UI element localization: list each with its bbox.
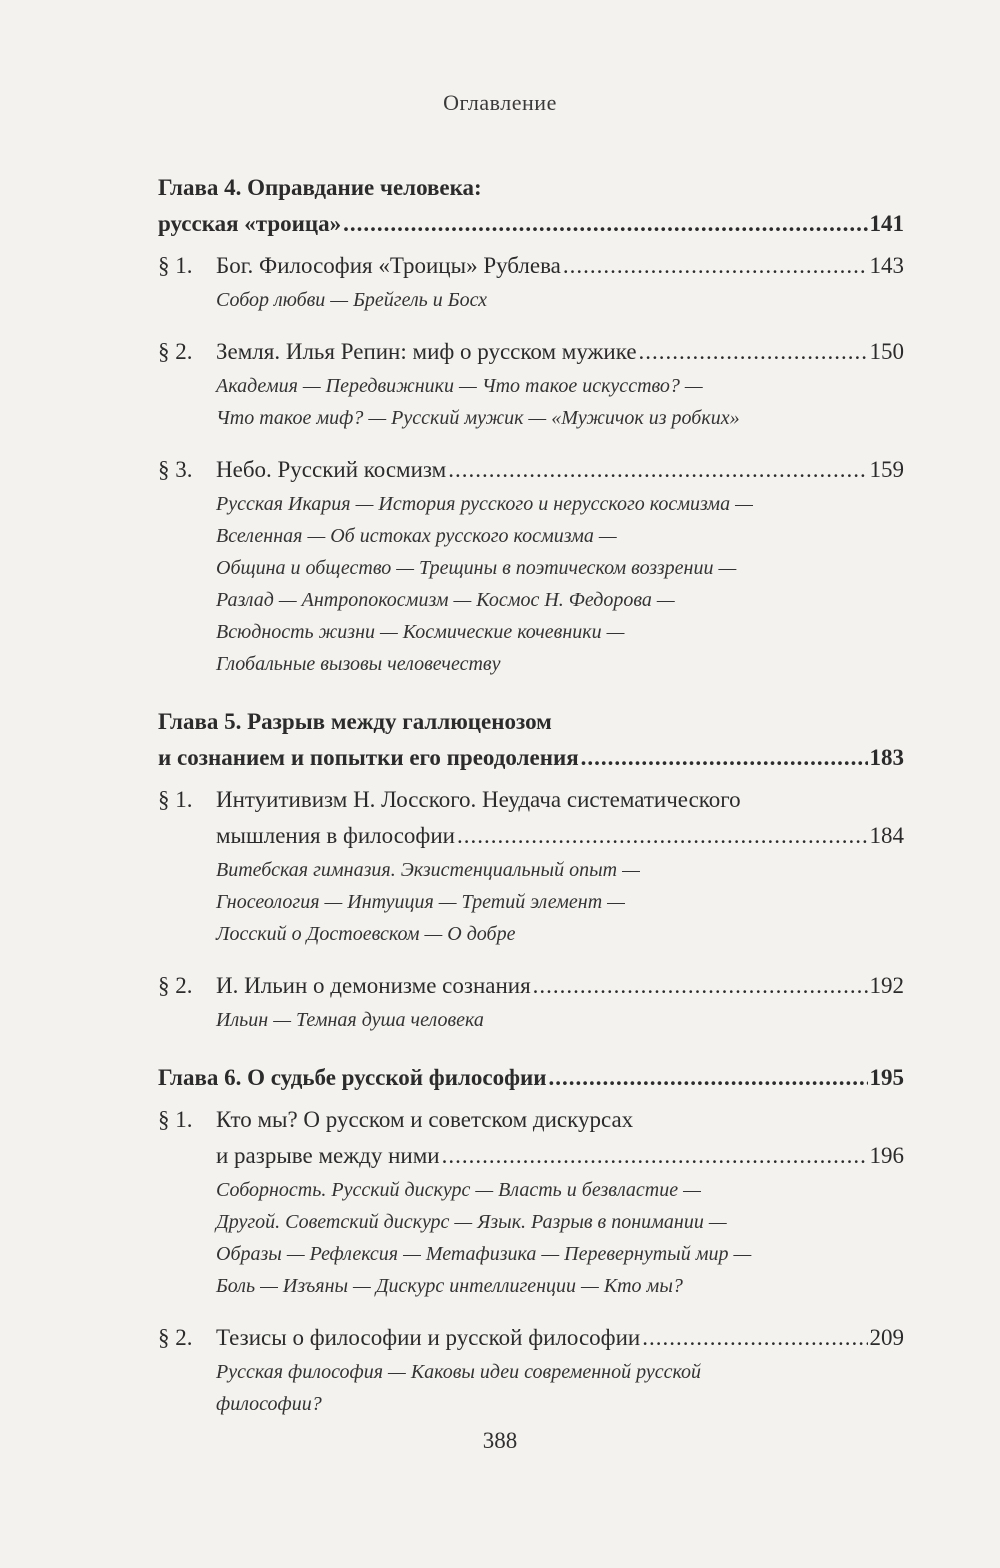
page-number: 150 <box>869 339 904 364</box>
page-number: 183 <box>869 745 904 770</box>
page-number: 196 <box>869 1143 904 1168</box>
section-number: § 3. <box>158 457 193 482</box>
leader-dots <box>457 818 868 854</box>
section-number: § 2. <box>158 1325 193 1350</box>
section-title: Интуитивизм Н. Лосского. Неудача систематического <box>216 787 741 812</box>
subtopic-line: Русская философия — Каковы идеи современной русской <box>216 1361 702 1383</box>
subtopic-line: Разлад — Антропокосмизм — Космос Н. Федорова — <box>216 589 675 611</box>
chapter-entry-line <box>158 740 904 776</box>
section-title: Кто мы? О русском и советском дискурсах <box>216 1107 634 1132</box>
leader-dots <box>343 206 867 242</box>
chapter-title: русская «троица» <box>158 211 342 236</box>
leader-dots <box>442 1138 868 1174</box>
subtopic-line: Глобальные вызовы человечеству <box>216 653 501 675</box>
section-number: § 1. <box>158 253 193 278</box>
subtopic-line: Гносеология — Интуиция — Третий элемент — <box>216 891 625 913</box>
section-6-2 <box>158 1320 904 1356</box>
subtopic-line: Академия — Передвижники — Что такое искусство? — <box>216 375 703 397</box>
section-subtopics <box>158 370 904 434</box>
chapter-6 <box>158 1060 904 1096</box>
page-number: 209 <box>869 1325 904 1350</box>
subtopic-line: Русская Икария — История русского и нерусского космизма — <box>216 493 753 515</box>
page-number-footer: 388 <box>482 1428 518 1453</box>
section-title: Тезисы о философии и русской философии <box>216 1325 641 1350</box>
section-number: § 1. <box>158 1107 193 1132</box>
chapter-title: Глава 5. Разрыв между галлюценозом <box>158 709 552 734</box>
leader-dots <box>533 968 868 1004</box>
subtopic-line: Соборность. Русский дискурс — Власть и безвластие — <box>216 1179 701 1201</box>
subtopic-line: Ильин — Темная душа человека <box>216 1009 484 1031</box>
page-number: 141 <box>869 211 904 236</box>
section-5-2 <box>158 968 904 1004</box>
section-subtopics <box>158 1174 904 1302</box>
leader-dots <box>639 334 868 370</box>
section-title: мышления в философии <box>216 823 455 848</box>
subtopic-line: Образы — Рефлексия — Метафизика — Перевернутый мир — <box>216 1243 752 1265</box>
section-4-3 <box>158 452 904 488</box>
section-number: § 1. <box>158 787 193 812</box>
page-number: 195 <box>869 1065 904 1090</box>
chapter-entry-line <box>158 1060 904 1096</box>
section-5-1 <box>158 782 904 854</box>
section-title: Небо. Русский космизм <box>216 457 447 482</box>
subtopic-line: Другой. Советский дискурс — Язык. Разрыв в понимании — <box>216 1211 727 1233</box>
subtopic-line: Витебская гимназия. Экзистенциальный опыт — <box>216 859 640 881</box>
running-head: Оглавление <box>443 90 557 115</box>
chapter-title: Глава 6. О судьбе русской философии <box>158 1065 547 1090</box>
chapter-title: и сознанием и попытки его преодоления <box>158 745 579 770</box>
section-subtopics <box>158 284 904 316</box>
page-number: 184 <box>869 823 904 848</box>
subtopic-line: Община и общество — Трещины в поэтическом воззрении — <box>216 557 737 579</box>
section-title: Бог. Философия «Троицы» Рублева <box>216 253 561 278</box>
section-title: Земля. Илья Репин: миф о русском мужике <box>216 339 637 364</box>
section-4-2 <box>158 334 904 370</box>
subtopic-line: Лосский о Достоевском — О добре <box>216 923 516 945</box>
leader-dots <box>642 1320 867 1356</box>
table-of-contents <box>158 170 904 1420</box>
page-number: 192 <box>869 973 904 998</box>
section-title: и разрыве между ними <box>216 1143 440 1168</box>
subtopic-line: Вселенная — Об истоках русского космизма — <box>216 525 617 547</box>
chapter-title: Глава 4. Оправдание человека: <box>158 175 482 200</box>
section-number: § 2. <box>158 973 193 998</box>
chapter-4 <box>158 170 904 242</box>
leader-dots <box>549 1060 868 1096</box>
section-subtopics <box>158 854 904 950</box>
chapter-5 <box>158 704 904 776</box>
page-number: 159 <box>869 457 904 482</box>
subtopic-line: Что такое миф? — Русский мужик — «Мужичок из робких» <box>216 407 740 429</box>
section-4-1 <box>158 248 904 284</box>
chapter-entry-line <box>158 206 904 242</box>
section-number: § 2. <box>158 339 193 364</box>
subtopic-line: Собор любви — Брейгель и Босх <box>216 289 488 311</box>
section-subtopics <box>158 1004 904 1036</box>
section-subtopics <box>158 488 904 680</box>
leader-dots <box>581 740 868 776</box>
subtopic-line: философии? <box>216 1393 322 1415</box>
section-6-1 <box>158 1102 904 1174</box>
page-number: 143 <box>869 253 904 278</box>
section-subtopics <box>158 1356 904 1420</box>
leader-dots <box>563 248 868 284</box>
subtopic-line: Всюдность жизни — Космические кочевники — <box>216 621 625 643</box>
section-title: И. Ильин о демонизме сознания <box>216 973 531 998</box>
leader-dots <box>448 452 867 488</box>
subtopic-line: Боль — Изъяны — Дискурс интеллигенции — Кто мы? <box>216 1275 683 1297</box>
